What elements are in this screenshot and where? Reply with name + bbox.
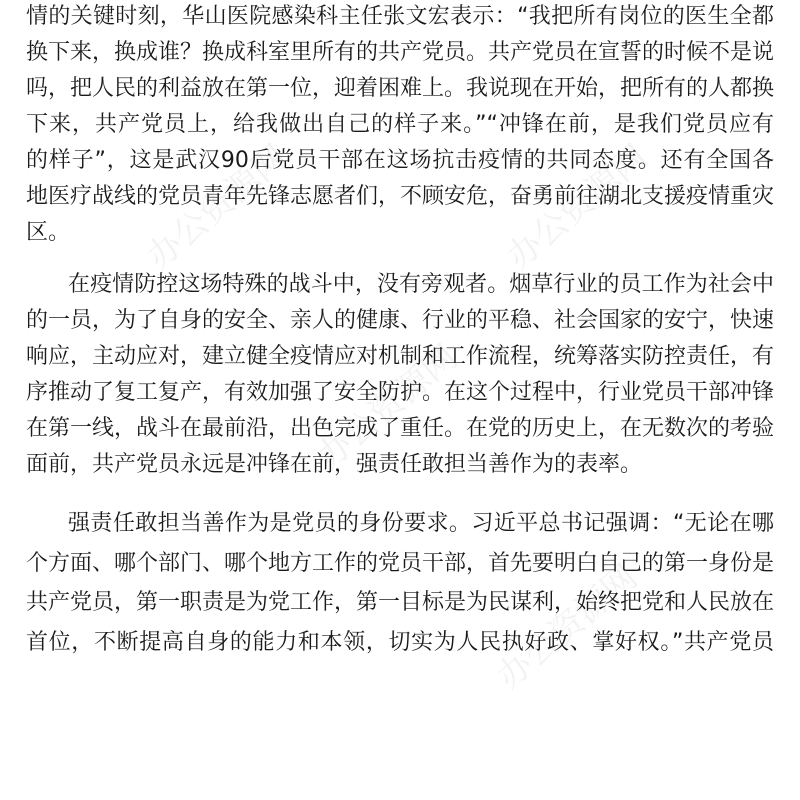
paragraph-line: 序推动了复工复产，有效加强了安全防护。在这个过程中，行业党员干部冲锋: [26, 380, 775, 405]
paragraph-line: 共产党员，第一职责是为党工作，第一目标是为民谋利，始终把党和人民放在: [26, 590, 775, 615]
paragraph-line: 的样子”，这是武汉90后党员干部在这场抗击疫情的共同态度。还有全国各: [26, 148, 774, 173]
paragraph-line: 首位，不断提高自身的能力和本领，切实为人民执好政、掌好权。”共产党员: [26, 630, 774, 655]
paragraph-line: 在疫情防控这场特殊的战斗中，没有旁观者。烟草行业的员工作为社会中: [68, 272, 774, 297]
paragraph-line: 在第一线，战斗在最前沿，出色完成了重任。在党的历史上，在无数次的考验: [26, 416, 775, 441]
watermark: 办公资源网: [139, 137, 296, 278]
paragraph-line: 区。: [26, 220, 71, 245]
watermark: 办公资源网: [499, 137, 656, 278]
paragraph-line: 换下来，换成谁？换成科室里所有的共产党员。共产党员在宣誓的时候不是说: [26, 40, 775, 65]
paragraph-line: 个方面、哪个部门、哪个地方工作的党员干部，首先要明白自己的第一身份是: [26, 551, 775, 576]
watermark: 办公资源网: [489, 557, 646, 698]
paragraph-line: 吗，把人民的利益放在第一位，迎着困难上。我说现在开始，把所有的人都换: [26, 76, 775, 101]
paragraph-line: 地医疗战线的党员青年先锋志愿者们，不顾安危，奋勇前往湖北支援疫情重灾: [26, 184, 775, 209]
paragraph-line: 的一员，为了自身的安全、亲人的健康、行业的平稳、社会国家的安宁，快速: [26, 308, 775, 333]
paragraph-line: 响应，主动应对，建立健全疫情应对机制和工作流程，统筹落实防控责任，有: [26, 344, 775, 369]
paragraph-line: 下来，共产党员上，给我做出自己的样子来。”“冲锋在前，是我们党员应有: [26, 112, 774, 137]
paragraph-line: 面前，共产党员永远是冲锋在前，强责任敢担当善作为的表率。: [26, 452, 643, 477]
paragraph-line: 强责任敢担当善作为是党员的身份要求。习近平总书记强调：“无论在哪: [68, 511, 774, 536]
watermark: 办公资源网: [309, 337, 466, 478]
paragraph-line: 情的关键时刻，华山医院感染科主任张文宏表示：“我把所有岗位的医生全都: [26, 4, 774, 29]
